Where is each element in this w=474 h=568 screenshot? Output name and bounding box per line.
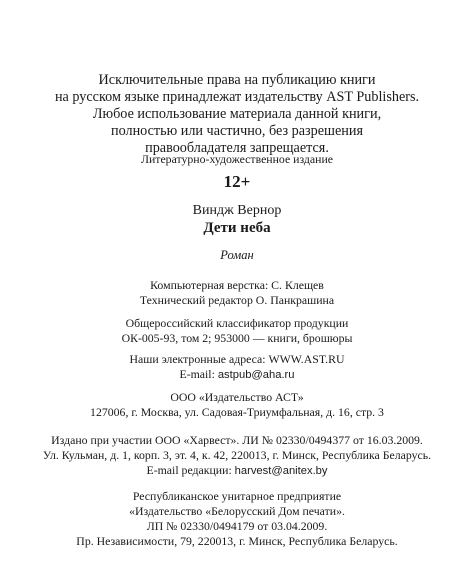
copyright-line: полностью или частично, без разрешения xyxy=(111,123,363,139)
printer-info xyxy=(0,489,474,549)
printer-line: «Издательство «Белорусский Дом печати». xyxy=(129,504,345,518)
co-publisher-license: Издано при участии ООО «Харвест». ЛИ № 02330/0494377 от 16.03.2009. xyxy=(51,433,423,447)
copyright-line: Любое использование материала данной книги, xyxy=(92,106,382,122)
email-line xyxy=(0,367,474,383)
website-address: Наши электронные адреса: WWW.AST.RU xyxy=(129,352,345,366)
email-label: E-mail: xyxy=(179,367,218,381)
copyright-line: правообладателя запрещается. xyxy=(145,140,329,156)
age-rating: 12+ xyxy=(223,172,251,191)
printer-line: ЛП № 02330/0494179 от 03.04.2009. xyxy=(146,519,328,533)
co-publisher-email: harvest@anitex.by xyxy=(234,465,328,477)
co-publisher-address: Ул. Кульман, д. 1, корп. 3, эт. 4, к. 42, 220013, г. Минск, Республика Беларусь. xyxy=(42,448,432,462)
classifier-line: ОК-005-93, том 2; 953000 — книги, брошюры xyxy=(121,331,353,345)
copyright-line: Исключительные права на публикацию книги xyxy=(98,72,376,88)
tech-editor-credit: Технический редактор О. Панкрашина xyxy=(139,293,335,307)
copyright-notice xyxy=(0,72,474,157)
edition-type: Литературно-художественное издание xyxy=(140,152,334,166)
co-publisher-email-label: E-mail редакции: xyxy=(146,463,235,477)
product-classifier xyxy=(0,316,474,346)
publisher-address: 127006, г. Москва, ул. Садовая-Триумфальная, д. 16, стр. 3 xyxy=(90,405,384,419)
co-publisher-info xyxy=(0,433,474,479)
email-address: astpub@aha.ru xyxy=(217,369,295,381)
publisher-name: ООО «Издательство АСТ» xyxy=(170,390,304,404)
printer-line: Республиканское унитарное предприятие xyxy=(132,489,342,503)
author-name: Виндж Вернор xyxy=(192,203,282,218)
printer-line: Пр. Независимости, 79, 220013, г. Минск, Республика Беларусь. xyxy=(76,534,398,548)
electronic-addresses xyxy=(0,352,474,383)
classifier-line: Общероссийский классификатор продукции xyxy=(125,316,349,330)
publisher-info xyxy=(0,390,474,420)
layout-credit: Компьютерная верстка: С. Клещев xyxy=(150,278,324,292)
copyright-line: на русском языке принадлежат издательству AST Publishers. xyxy=(54,89,420,105)
genre-label: Роман xyxy=(220,248,254,262)
book-title: Дети неба xyxy=(203,220,271,236)
production-credits xyxy=(0,278,474,308)
co-publisher-email-line xyxy=(0,463,474,479)
